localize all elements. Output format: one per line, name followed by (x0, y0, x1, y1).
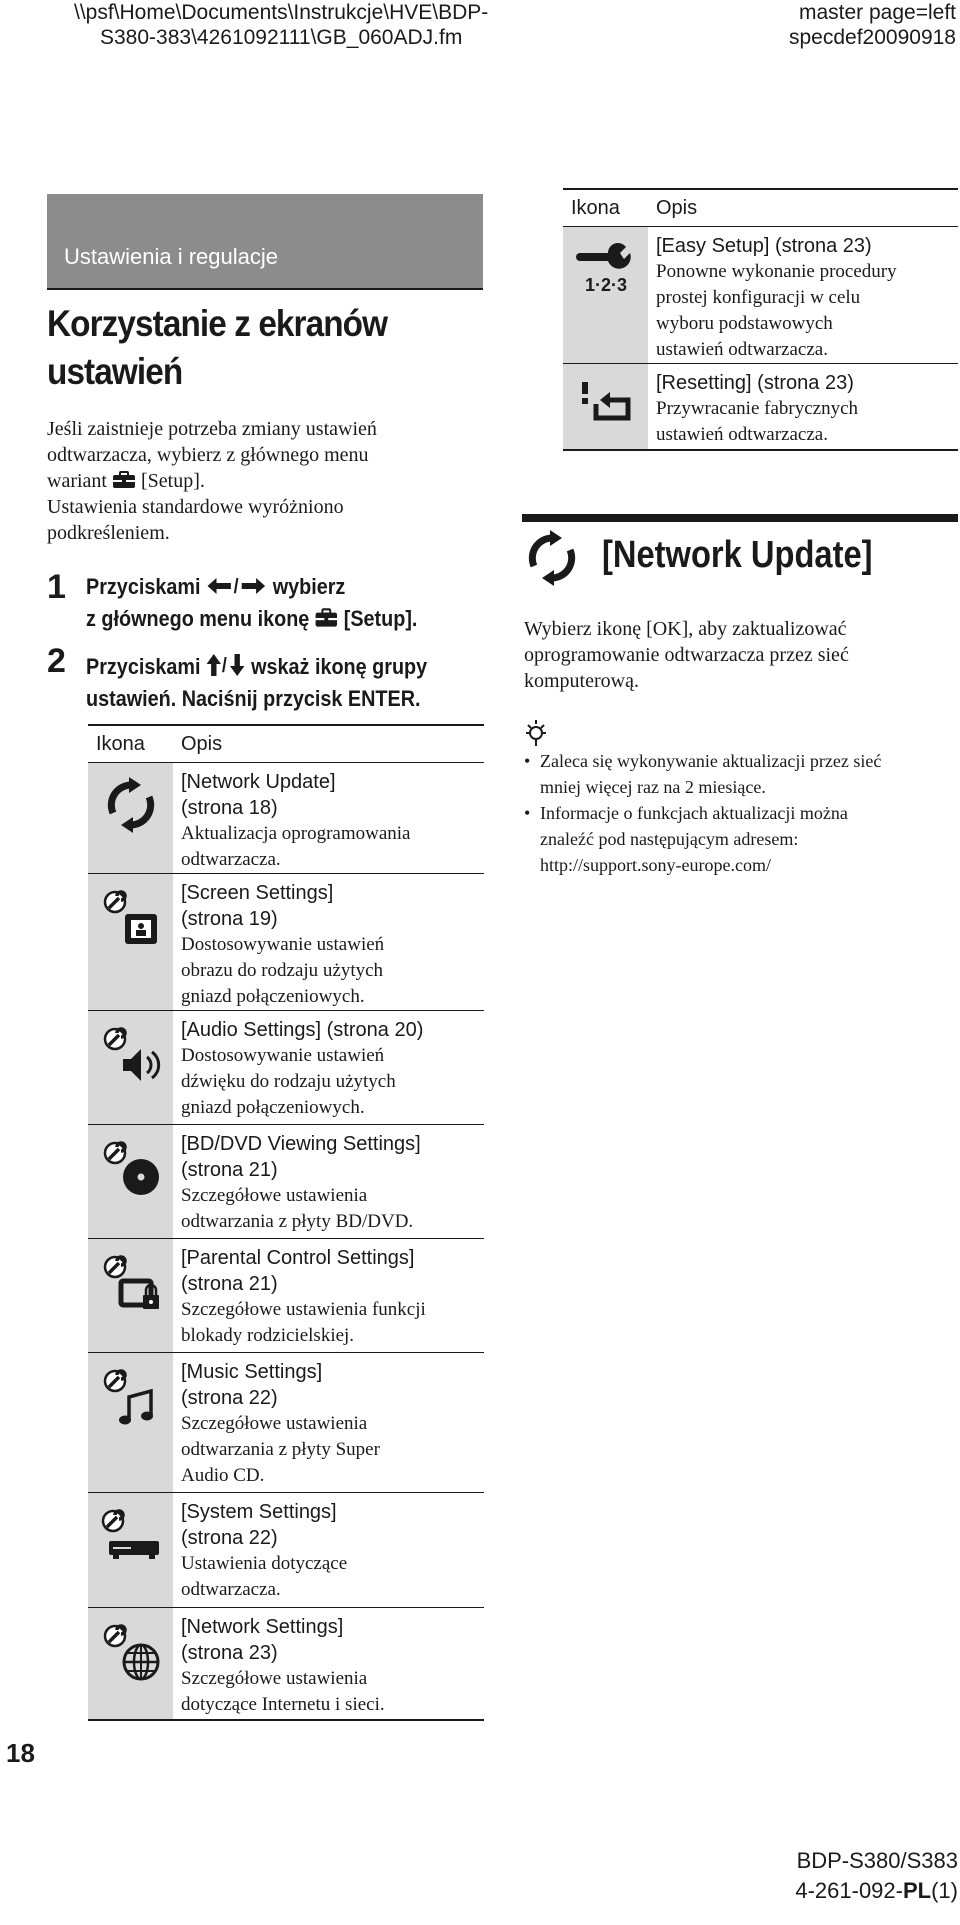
music-settings-icon (101, 1367, 161, 1427)
audio-settings-icon (101, 1025, 161, 1085)
tips-list (524, 748, 954, 878)
section-title: Ustawienia i regulacje (64, 244, 278, 269)
section-bar (47, 194, 483, 288)
section-rule (47, 288, 483, 290)
table-row (563, 364, 958, 450)
parental-control-icon (101, 1253, 161, 1313)
table-cell-desc: Szczegółowe ustawienia odtwarzania z płyty BD/DVD. (181, 1185, 414, 1232)
table-cell-desc: Szczegółowe ustawienia funkcji blokady rodzicielskiej. (181, 1299, 426, 1346)
system-settings-icon (99, 1507, 163, 1567)
network-update-rule (522, 514, 958, 522)
table-row (88, 1239, 484, 1353)
lightbulb-tip-icon (524, 718, 548, 748)
network-update-icon (103, 777, 159, 833)
master-page-header: master page=left specdef20090918 (789, 1, 956, 49)
table-cell-title: [Easy Setup] (strona 23) (656, 235, 872, 257)
table-row (88, 1493, 484, 1608)
table-cell-title: [Parental Control Settings] (strona 21) (181, 1247, 415, 1295)
easy-setup-icon-label: 1·2·3 (584, 275, 627, 295)
table-cell-desc: Szczegółowe ustawienia odtwarzania z płyty Super Audio CD. (181, 1413, 380, 1486)
network-settings-icon (101, 1622, 161, 1682)
table-row (88, 1125, 484, 1239)
intro-text: Jeśli zaistnieje potrzeba zmiany ustawień odtwarzacza, wybierz z głównego menu wariant [Setup]. Ustawienia standardowe wyróżniono podkreśleniem. (47, 418, 377, 544)
settings-table-left (88, 726, 484, 1721)
icon-column-header: Ikona (96, 732, 145, 755)
table-cell-desc: Aktualizacja oprogramowania odtwarzacza. (181, 823, 411, 870)
icon-column-header: Ikona (571, 196, 620, 219)
page-number: 18 (6, 1738, 35, 1768)
resetting-icon (576, 378, 636, 428)
settings-table-right (563, 190, 958, 451)
table-cell-title: [System Settings] (strona 22) (181, 1501, 337, 1549)
table-cell-desc: Dostosowywanie ustawień obrazu do rodzaju użytych gniazd połączeniowych. (181, 934, 385, 1007)
step-1-text: Przyciskami / wybierz z głównego menu ikonę [Setup]. (86, 574, 418, 631)
list-item: • Zaleca się wykonywanie aktualizacji przez sieć mniej więcej raz na 2 miesiące. (524, 748, 954, 800)
table-row (563, 227, 958, 364)
table-row (88, 874, 484, 1011)
table-cell-title: [Music Settings] (strona 22) (181, 1361, 323, 1409)
screen-settings-icon (101, 888, 161, 948)
toolbox-icon (315, 608, 338, 628)
table-cell-title: [BD/DVD Viewing Settings] (strona 21) (181, 1133, 421, 1181)
table-row (88, 763, 484, 874)
table-cell-desc: Przywracanie fabrycznych ustawień odtwarzacza. (656, 398, 859, 445)
table-row (88, 1353, 484, 1493)
toolbox-icon (112, 471, 136, 489)
desc-column-header: Opis (181, 732, 223, 755)
network-update-heading: [Network Update] (602, 534, 873, 576)
network-update-icon (524, 530, 580, 586)
step-2-text: Przyciskami / wskaż ikonę grupy ustawień. Naciśnij przycisk ENTER. (86, 654, 428, 711)
easy-setup-icon (574, 241, 638, 299)
table-cell-title: [Screen Settings] (strona 19) (181, 882, 334, 930)
table-header-row (88, 726, 484, 763)
network-update-text: Wybierz ikonę [OK], aby zaktualizować oprogramowanie odtwarzacza przez sieć komputerową. (524, 618, 849, 692)
footer: BDP-S380/S383 4-261-092-PL(1) (795, 1848, 958, 1903)
table-row (88, 1608, 484, 1720)
page-title: Korzystanie z ekranów ustawień (47, 303, 388, 392)
table-header-row (563, 190, 958, 227)
arrow-left-right-icon (206, 576, 267, 596)
arrow-up-down-icon (206, 653, 246, 677)
step-2-number: 2 (47, 642, 66, 680)
table-cell-title: [Resetting] (strona 23) (656, 372, 854, 394)
table-cell-desc: Szczegółowe ustawienia dotyczące Internetu i sieci. (181, 1668, 385, 1715)
table-cell-desc: Ustawienia dotyczące odtwarzacza. (181, 1553, 348, 1600)
table-cell-desc: Dostosowywanie ustawień dźwięku do rodzaju użytych gniazd połączeniowych. (181, 1045, 396, 1118)
bd-dvd-settings-icon (101, 1139, 161, 1199)
table-row (88, 1011, 484, 1125)
list-item: • Informacje o funkcjach aktualizacji można znaleźć pod następującym adresem: http://support.sony-europe.com/ (524, 800, 954, 878)
table-cell-desc: Ponowne wykonanie procedury prostej konfiguracji w celu wyboru podstawowych ustawień odtwarzacza. (656, 261, 897, 360)
svg-text:/: / (233, 576, 239, 596)
step-1-number: 1 (47, 568, 66, 606)
table-cell-title: [Network Settings] (strona 23) (181, 1616, 344, 1664)
table-cell-title: [Network Update] (strona 18) (181, 771, 336, 819)
table-cell-title: [Audio Settings] (strona 20) (181, 1019, 424, 1041)
desc-column-header: Opis (656, 196, 698, 219)
file-path-header: \\psf\Home\Documents\Instrukcje\HVE\BDP- S380-383\4261092111\GB_060ADJ.fm (74, 1, 489, 49)
svg-text:/: / (222, 655, 228, 677)
